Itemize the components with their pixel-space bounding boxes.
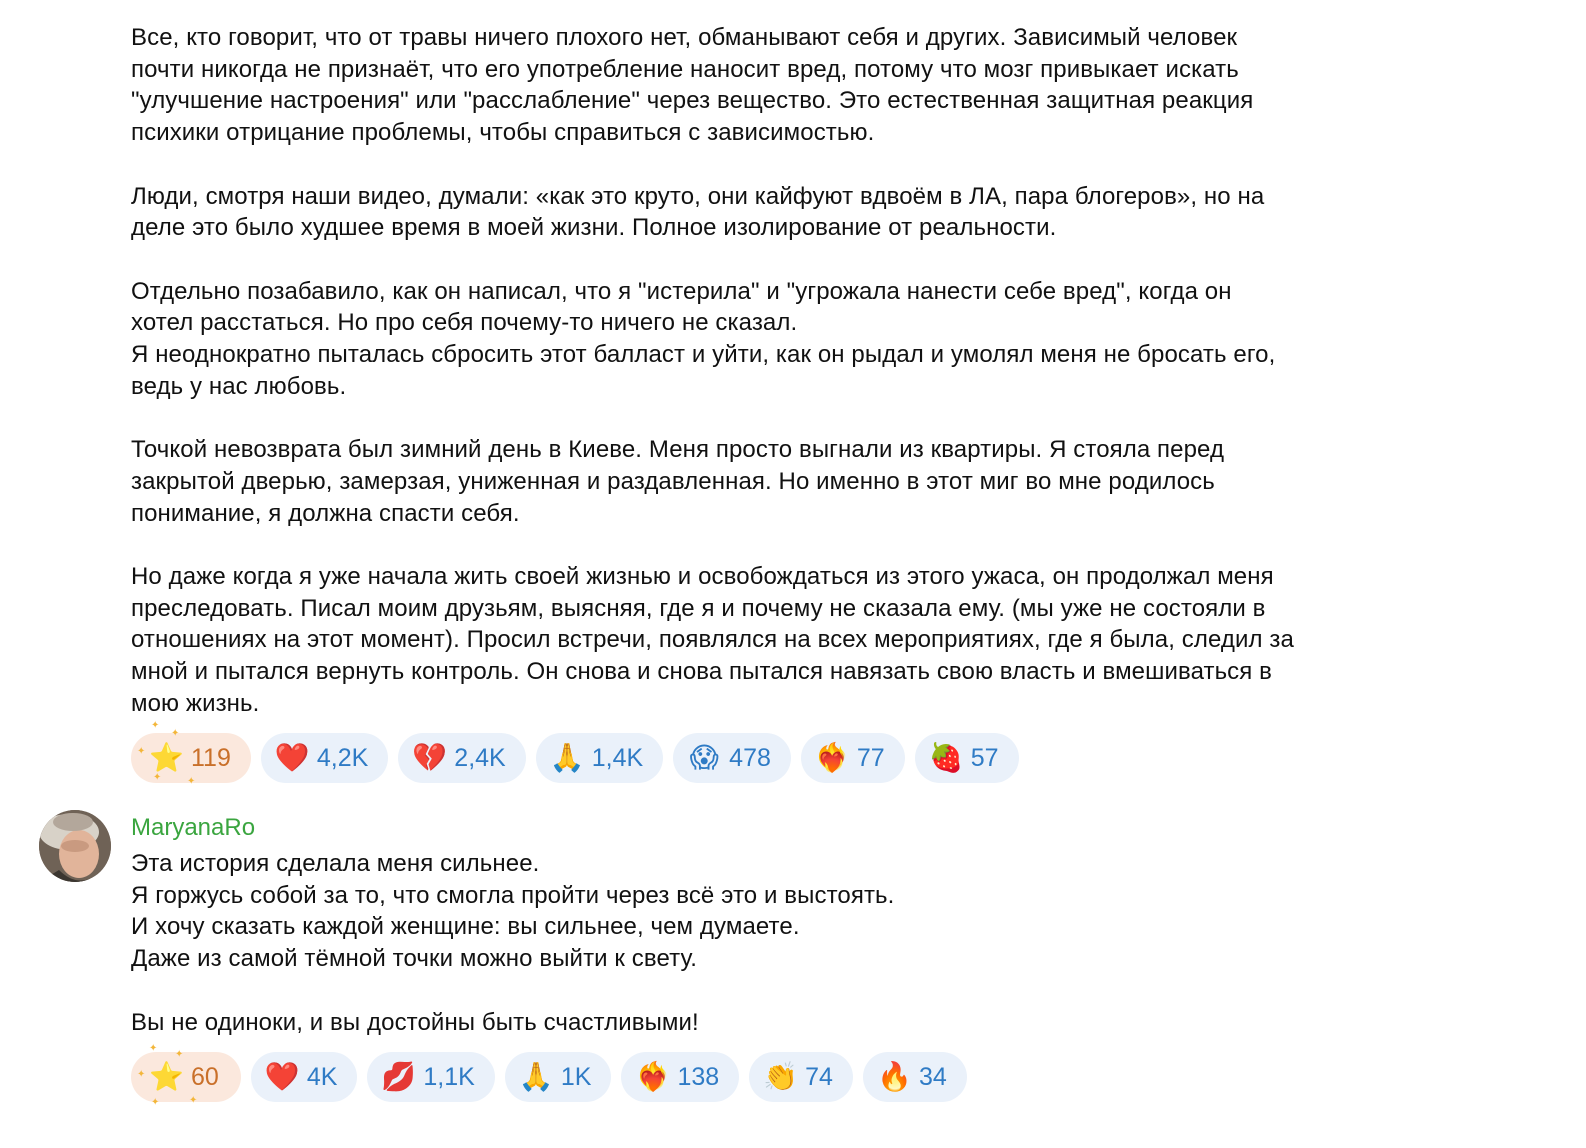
star-icon: ⭐ bbox=[149, 742, 184, 773]
reaction-screaming-face[interactable] bbox=[673, 733, 791, 783]
comment-message bbox=[131, 848, 1331, 1038]
avatar-photo-icon bbox=[39, 810, 111, 882]
reaction-count: 1,4K bbox=[591, 743, 644, 772]
reaction-red-heart[interactable] bbox=[261, 733, 388, 783]
reaction-folded-hands[interactable] bbox=[536, 733, 663, 783]
reaction-count: 2,4K bbox=[454, 743, 506, 772]
reaction-count: 77 bbox=[856, 743, 885, 772]
reaction-count: 1K bbox=[560, 1062, 592, 1091]
comment-author[interactable]: MaryanaRo bbox=[131, 814, 256, 841]
reaction-count: 119 bbox=[191, 743, 231, 772]
reaction-star[interactable] bbox=[131, 1043, 241, 1108]
reaction-count: 57 bbox=[970, 743, 999, 772]
avatar[interactable] bbox=[39, 810, 111, 882]
post-paragraph: Все, кто говорит, что от травы ничего плохого нет, обманывают себя и других. Зависимый человек почти никогда не признаёт, что его употребление наносит вред, потому что мозг привыкает искать "улучшение настроения" или "расслабление" через вещество. Это естественная защитная реакция психики отрицание проблемы, чтобы справиться с зависимостью. bbox=[131, 24, 1254, 147]
reaction-count: 4,2K bbox=[316, 743, 369, 772]
reaction-star[interactable] bbox=[131, 720, 251, 787]
post-message bbox=[131, 22, 1451, 719]
comment-paragraph: Вы не одиноки, и вы достойны быть счастливыми! bbox=[131, 1008, 699, 1036]
sparkle-icon: ✦ bbox=[151, 720, 160, 731]
reaction-count: 74 bbox=[805, 1062, 833, 1091]
folded-hands-icon: 🙏 bbox=[518, 1061, 554, 1092]
sparkle-icon: ✦ bbox=[151, 1097, 160, 1108]
reaction-count: 478 bbox=[729, 743, 771, 772]
heart-on-fire-icon: ❤️‍🔥 bbox=[635, 1061, 671, 1092]
strawberry-icon: 🍓 bbox=[928, 742, 964, 773]
clapping-hands-icon: 👏 bbox=[763, 1061, 799, 1092]
post-paragraph: Отдельно позабавило, как он написал, что я "истерила" и "угрожала нанести себе вред", когда он хотел расстаться. Но про себя почему-то ничего не сказал. Я неоднократно пыталась сбросить этот балласт и уйти, как он рыдал и умолял меня не бросать его, ведь у нас любовь. bbox=[131, 277, 1276, 400]
reaction-count: 34 bbox=[918, 1062, 947, 1091]
star-icon: ⭐ bbox=[149, 1061, 184, 1092]
red-heart-icon: ❤️ bbox=[274, 742, 310, 773]
sparkle-icon: ✦ bbox=[187, 776, 196, 787]
sparkle-icon: ✦ bbox=[175, 1049, 184, 1060]
reaction-strawberry[interactable] bbox=[915, 733, 1019, 783]
red-heart-icon: ❤️ bbox=[264, 1061, 300, 1092]
folded-hands-icon: 🙏 bbox=[549, 742, 585, 773]
reaction-heart-on-fire[interactable] bbox=[801, 733, 905, 783]
reaction-kiss-mark[interactable] bbox=[367, 1052, 494, 1102]
reaction-count: 1,1K bbox=[423, 1062, 475, 1091]
sparkle-icon: ✦ bbox=[137, 1069, 146, 1080]
fire-icon: 🔥 bbox=[876, 1061, 912, 1092]
reaction-clapping-hands[interactable] bbox=[749, 1052, 853, 1102]
broken-heart-icon: 💔 bbox=[412, 742, 448, 773]
sparkle-icon: ✦ bbox=[137, 746, 146, 757]
heart-on-fire-icon: ❤️‍🔥 bbox=[814, 742, 850, 773]
reaction-count: 4K bbox=[306, 1062, 338, 1091]
kiss-mark-icon: 💋 bbox=[381, 1061, 417, 1092]
reaction-broken-heart[interactable] bbox=[398, 733, 525, 783]
post-paragraph: Точкой невозврата был зимний день в Киеве. Меня просто выгнали из квартиры. Я стояла перед закрытой дверью, замерзая, униженная и раздавленная. Но именно в этот миг во мне родилось понимание, я должна спасти себя. bbox=[131, 436, 1225, 527]
post-reactions bbox=[131, 720, 1019, 787]
post-paragraph: Люди, смотря наши видео, думали: «как это круто, они кайфуют вдвоём в ЛА, пара блогеров», но на деле это было худшее время в моей жизни. Полное изолирование от реальности. bbox=[131, 182, 1265, 242]
reaction-fire[interactable] bbox=[863, 1052, 967, 1102]
reaction-heart-on-fire[interactable] bbox=[621, 1052, 739, 1102]
reaction-red-heart[interactable] bbox=[251, 1052, 358, 1102]
reaction-folded-hands[interactable] bbox=[505, 1052, 612, 1102]
sparkle-icon: ✦ bbox=[171, 728, 180, 739]
reaction-count: 60 bbox=[191, 1062, 219, 1091]
comment-paragraph: Эта история сделала меня сильнее. Я горжусь собой за то, что смогла пройти через всё это и выстоять. И хочу сказать каждой женщине: вы сильнее, чем думаете. Даже из самой тёмной точки можно выйти к свету. bbox=[131, 850, 895, 973]
screaming-face-icon: 😱 bbox=[689, 742, 719, 773]
sparkle-icon: ✦ bbox=[149, 1043, 158, 1054]
sparkle-icon: ✦ bbox=[153, 772, 162, 783]
reaction-count: 138 bbox=[677, 1062, 720, 1091]
comment-reactions bbox=[131, 1043, 967, 1108]
sparkle-icon: ✦ bbox=[189, 1095, 198, 1106]
post-paragraph: Но даже когда я уже начала жить своей жизнью и освобождаться из этого ужаса, он продолжал меня преследовать. Писал моим друзьям, выясняя, где я и почему не сказала ему. (мы уже не состояли в отношениях на этот момент). Просил встречи, появлялся на всех мероприятиях, где я была, следил за мной и пытался вернуть контроль. Он снова и снова пытался навязать свою власть и вмешиваться в мою жизнь. bbox=[131, 562, 1294, 717]
